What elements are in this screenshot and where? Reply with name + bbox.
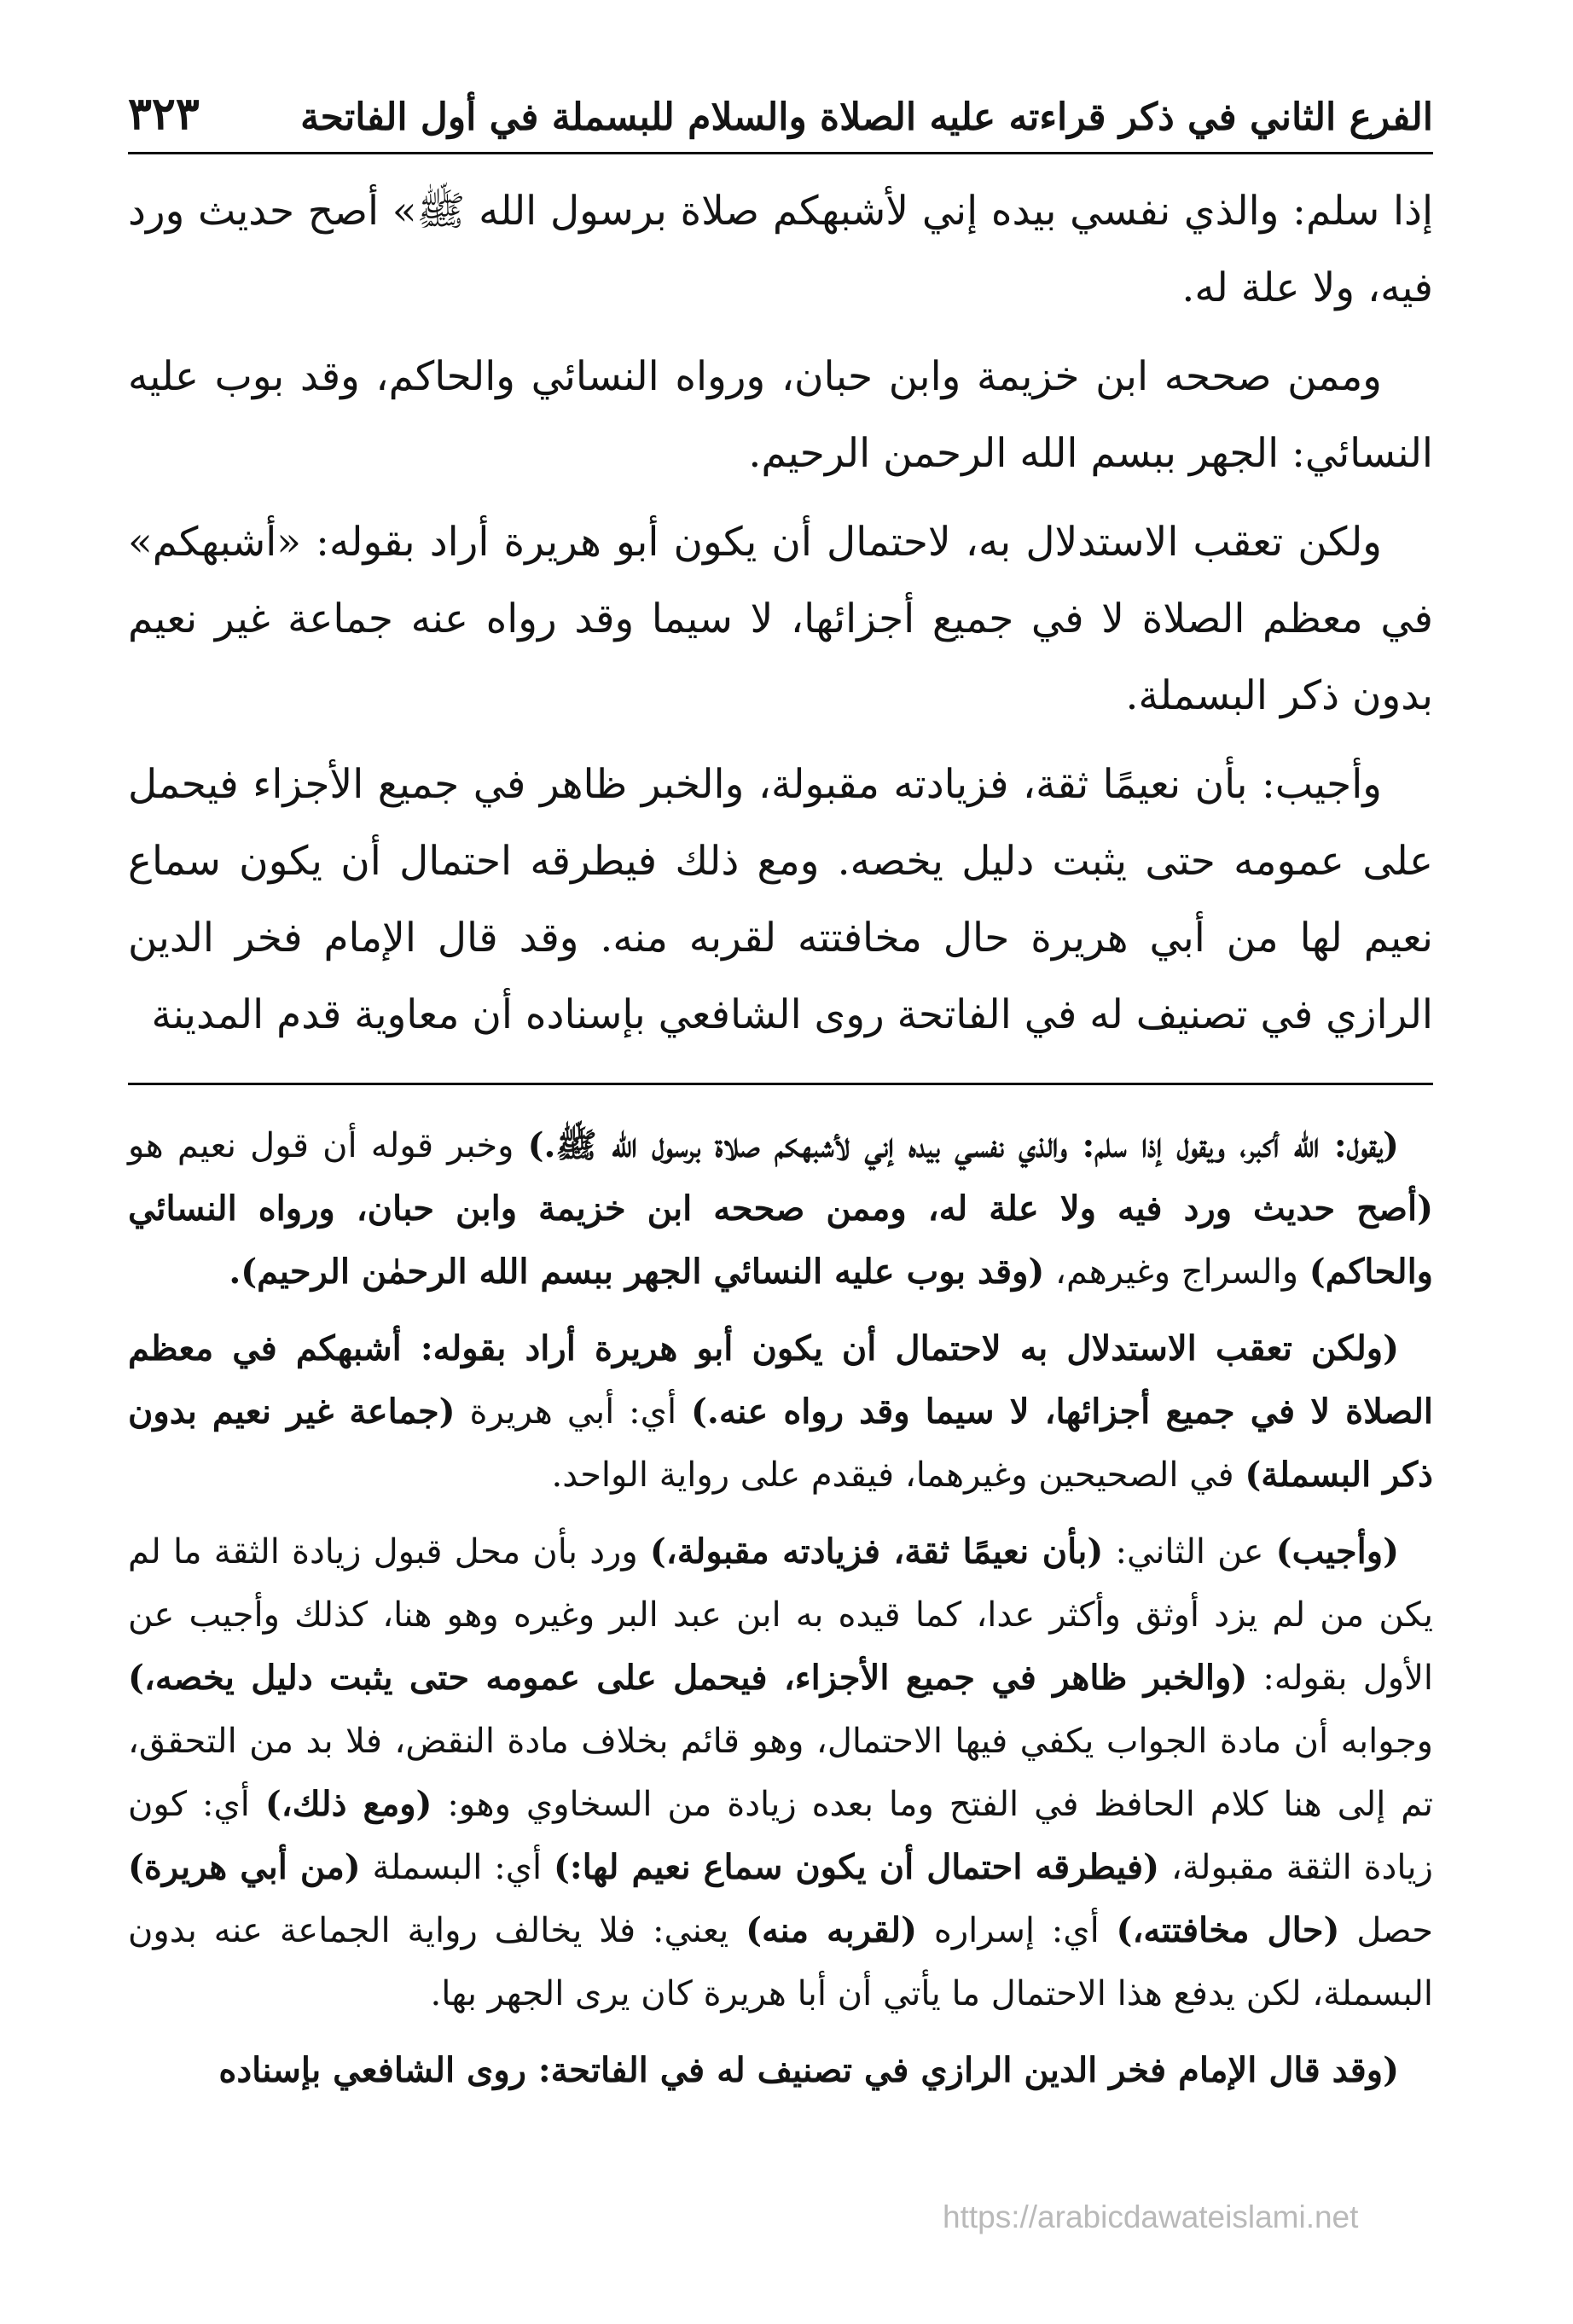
header-rule <box>128 152 1433 154</box>
book-page <box>128 51 1433 2286</box>
commentary-text: وجوابه أن مادة الجواب يكفي فيها الاحتمال، وهو قائم بخلاف مادة النقض، فلا بد من التحقق، تم إلى هنا كلام الحافظ في الفتح وما بعده زيادة من السخاوي وهو: <box>128 1722 1433 1824</box>
commentary-divider <box>128 1083 1433 1085</box>
commentary-paragraph <box>128 1520 1433 2025</box>
quoted-text: (بأن نعيمًا ثقة، فزيادته مقبولة،) <box>649 1531 1104 1572</box>
commentary-text: وخبر قوله أن قول نعيم هو <box>128 1126 528 1165</box>
quoted-text: (وقد قال الإمام فخر الدين الرازي في تصنيف له في الفاتحة: روى الشافعي بإسناده <box>218 2050 1399 2090</box>
main-paragraph: وأجيب: بأن نعيمًا ثقة، فزيادته مقبولة، والخبر ظاهر في جميع الأجزاء فيحمل على عمومه حتى يثبت دليل يخصه. ومع ذلك فيطرقه احتمال أن يكون سماع نعيم لها من أبي هريرة حال مخافتته لقربه منه. وقد قال الإمام فخر الدين الرازي في تصنيف له في الفاتحة روى الشافعي بإسناده أن معاوية قدم المدينة <box>128 761 1433 1038</box>
commentary-text: أي: أبي هريرة <box>455 1392 691 1432</box>
running-header <box>128 51 1433 140</box>
quoted-text: (جماعة غير نعيم بدون ذكر البسملة) <box>128 1391 1433 1495</box>
commentary-text: والسراج وغيرهم، <box>1044 1252 1309 1292</box>
commentary-text: ورد بأن محل قبول زيادة الثقة ما لم يكن من لم يزد أوثق وأكثر عدا، كما قيده به ابن عبد البر وغيره وهو هنا، كذلك وأجيب عن الأول بقوله: <box>128 1532 1434 1698</box>
commentary-paragraph <box>128 1317 1433 1507</box>
commentary-paragraph <box>128 1114 1433 1304</box>
main-paragraph: إذا سلم: والذي نفسي بيده إني لأشبهكم صلاة برسول الله ﷺ» أصح حديث ورد فيه، ولا علة له. <box>128 188 1433 311</box>
commentary-text: عن الثاني: <box>1103 1532 1276 1572</box>
main-paragraph: وممن صححه ابن خزيمة وابن حبان، ورواه النسائي والحاكم، وقد بوب عليه النسائي: الجهر ببسم الله الرحمن الرحيم. <box>128 353 1433 477</box>
commentary <box>128 1114 1433 2102</box>
quoted-text: (فيطرقه احتمال أن يكون سماع نعيم لها:) <box>553 1847 1160 1887</box>
quoted-text: (ولكن تعقب الاستدلال به لاحتمال أن يكون أبو هريرة أراد بقوله: أشبهكم في معظم الصلاة لا في جميع أجزائها، لا سيما وقد رواه عنه.) <box>128 1328 1433 1432</box>
page-number: ٣٢٣ <box>128 88 200 140</box>
quoted-text: (وقد بوب عليه النسائي الجهر ببسم الله الرحمٰن الرحيم). <box>229 1252 1045 1292</box>
chapter-title: الفرع الثاني في ذكر قراءته عليه الصلاة والسلام للبسملة في أول الفاتحة <box>300 96 1433 139</box>
quoted-text: (من أبي هريرة) <box>128 1847 361 1887</box>
commentary-text: أي: كون زيادة الثقة مقبولة، <box>128 1785 1433 1887</box>
quoted-text: (يقول: الله أكبر، ويقول إذا سلم: والذي نفسي بيده إني لأشبهكم صلاة برسول الله ﷺ.) <box>527 1125 1399 1165</box>
commentary-text: أي: البسملة <box>360 1848 554 1887</box>
watermark-url: https://arabicdawateislami.net <box>943 2199 1359 2234</box>
commentary-text: في الصحيحين وغيرهما، فيقدم على رواية الواحد. <box>551 1455 1245 1495</box>
quoted-text: (ومع ذلك،) <box>264 1784 432 1824</box>
quoted-text: (والخبر ظاهر في جميع الأجزاء، فيحمل على عمومه حتى يثبت دليل يخصه،) <box>128 1658 1248 1698</box>
quoted-text: (لقربه منه) <box>746 1910 918 1950</box>
quoted-text: (حال مخافتته،) <box>1116 1910 1340 1950</box>
commentary-paragraph <box>128 2039 1433 2102</box>
quoted-text: (أصح حديث ورد فيه ولا علة له، وممن صححه ابن خزيمة وابن حبان، ورواه النسائي والحاكم) <box>128 1188 1433 1292</box>
quoted-text: (وأجيب) <box>1275 1531 1400 1572</box>
main-text <box>128 173 1433 1054</box>
commentary-text: يعني: فلا يخالف رواية الجماعة عنه بدون البسملة، لكن يدفع هذا الاحتمال ما يأتي أن أبا هريرة كان يرى الجهر بها. <box>128 1911 1433 2013</box>
main-paragraph: ولكن تعقب الاستدلال به، لاحتمال أن يكون أبو هريرة أراد بقوله: «أشبهكم» في معظم الصلاة لا في جميع أجزائها، لا سيما وقد رواه عنه جماعة غير نعيم بدون ذكر البسملة. <box>128 519 1434 719</box>
commentary-text: أي: إسراره <box>917 1911 1117 1950</box>
commentary-text: حصل <box>1339 1911 1433 1950</box>
